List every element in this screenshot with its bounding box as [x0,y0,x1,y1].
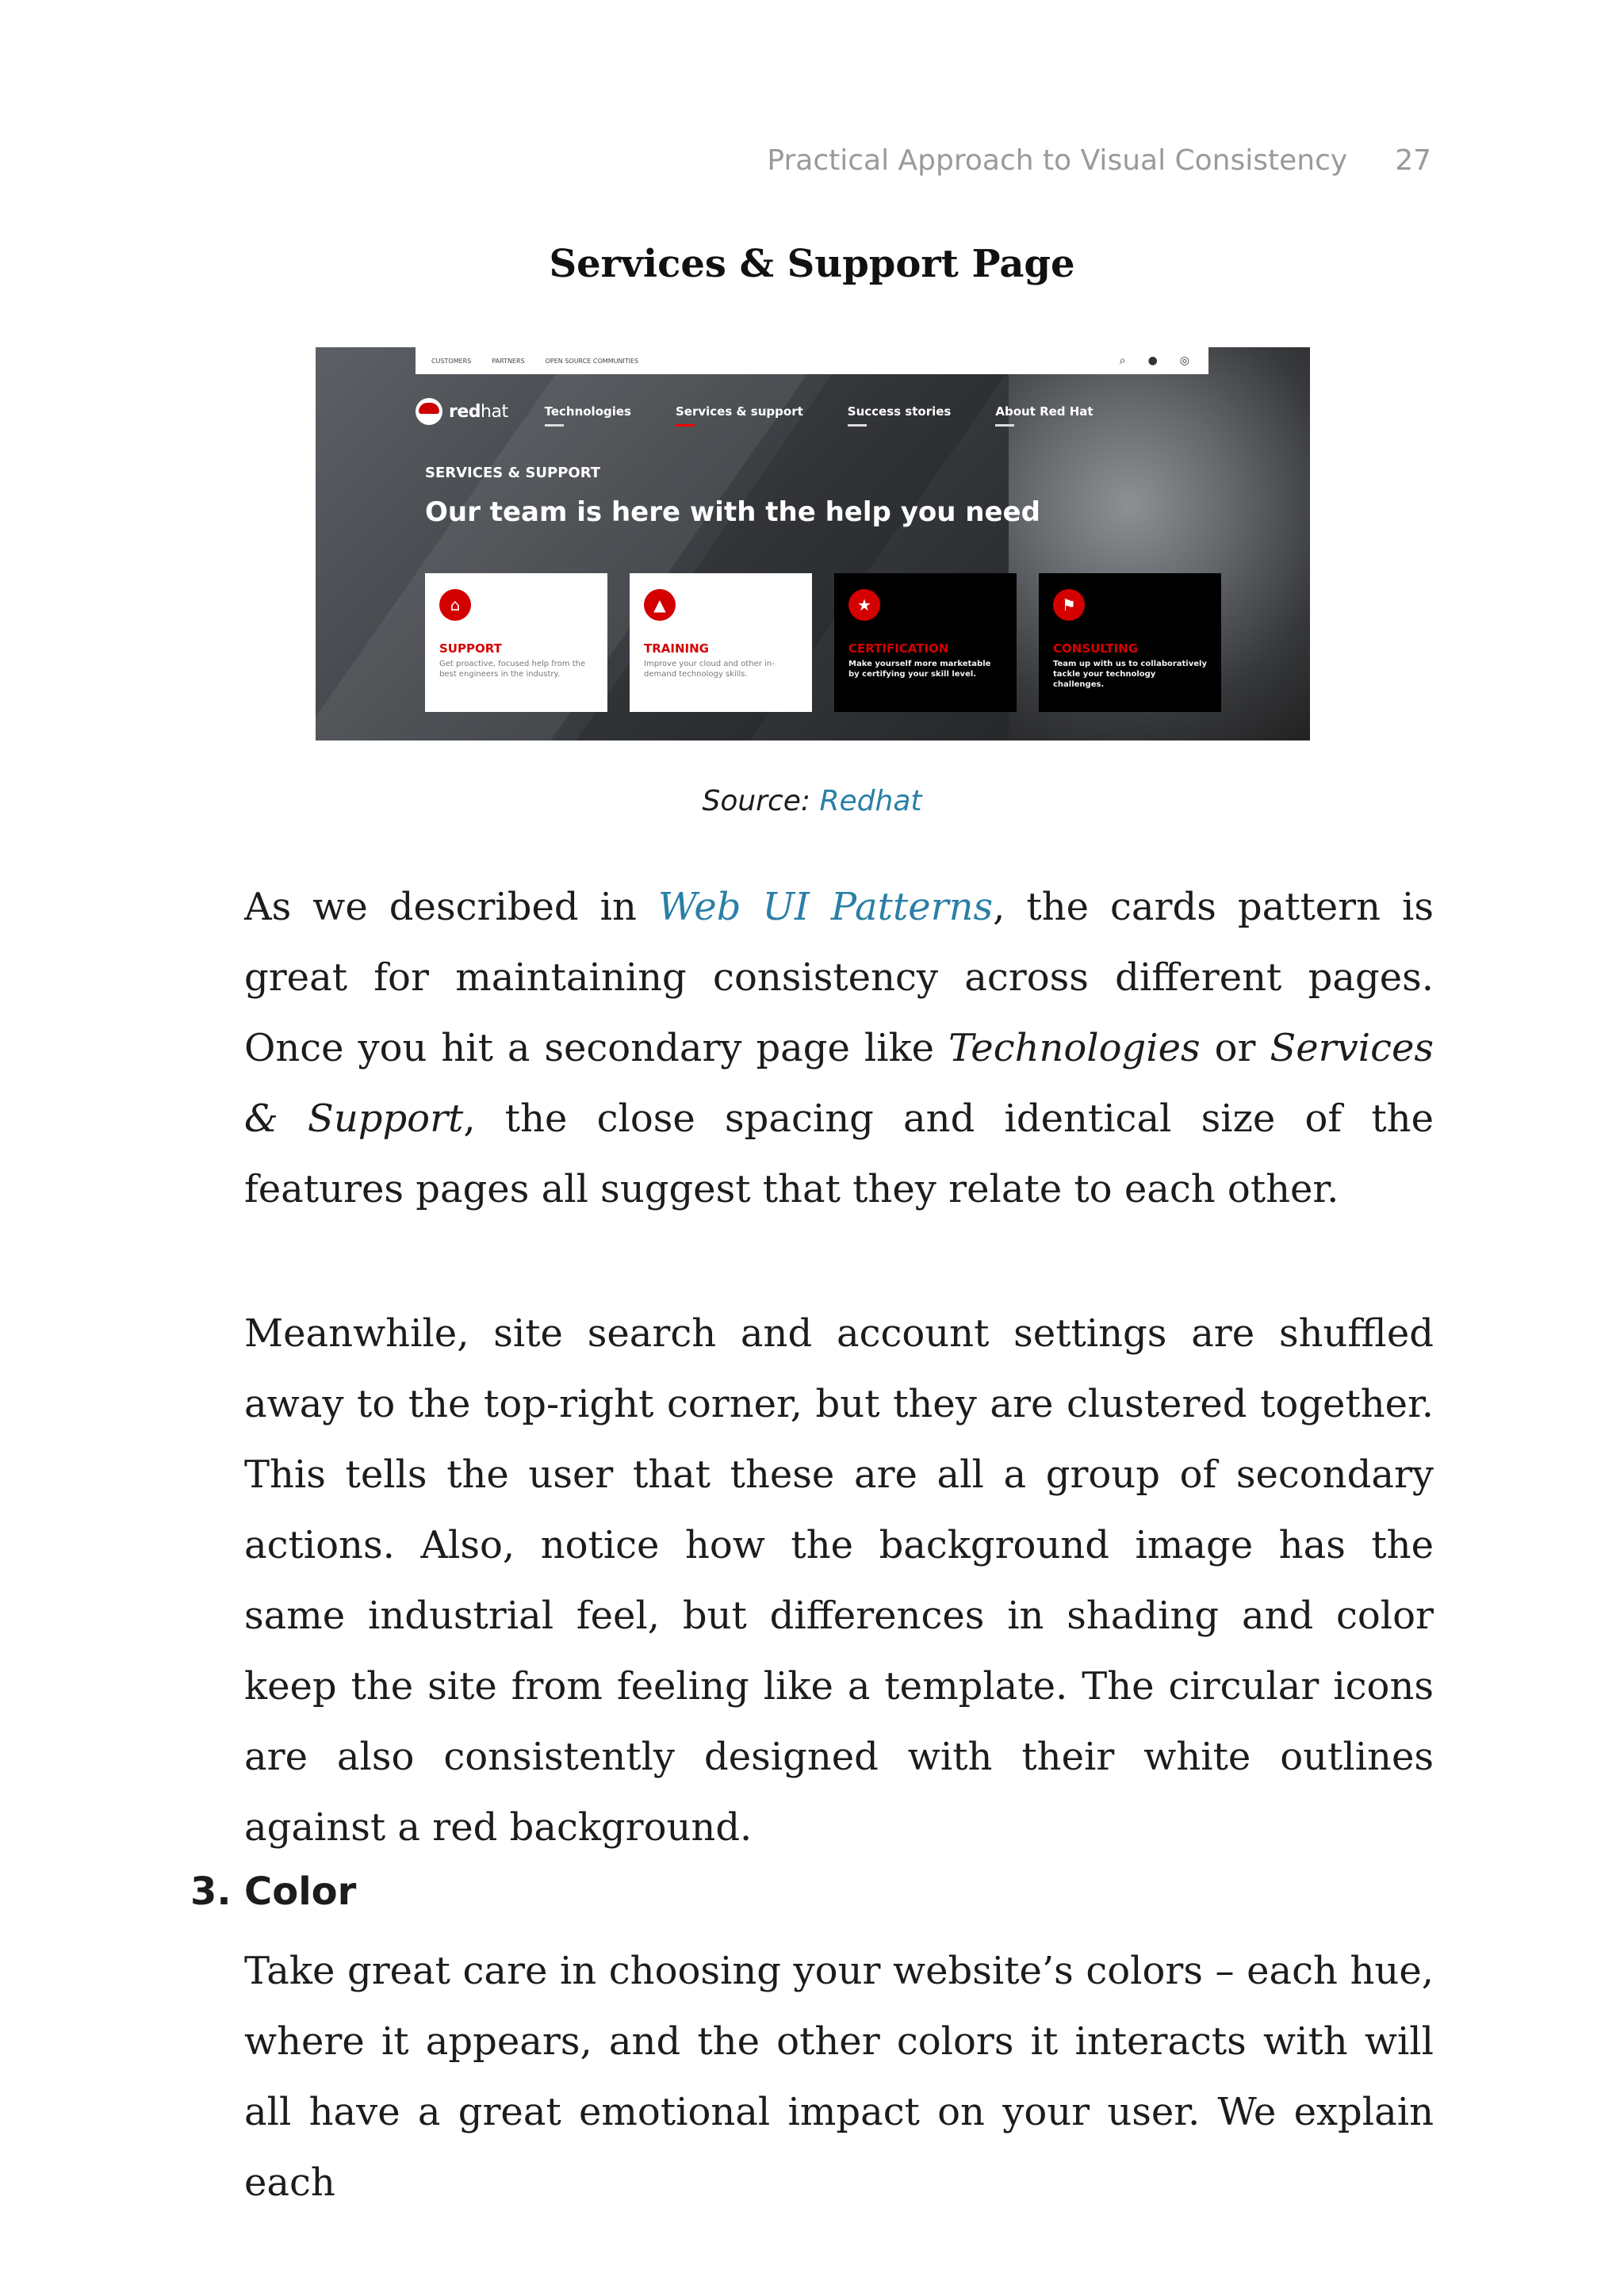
certification-icon: ★ [848,589,880,621]
web-ui-patterns-link[interactable]: Web UI Patterns [657,885,994,929]
logo-text-red: red [449,401,481,422]
card-support [425,573,607,712]
card-description: Make yourself more marketable by certifying your skill level. [848,660,991,679]
util-link-partners: PARTNERS [492,357,525,365]
card-training [630,573,812,712]
website-screenshot [316,347,1310,740]
section-title: Color [244,1869,357,1914]
card-description: Team up with us to collaboratively tackle your technology challenges. [1053,660,1207,689]
section-heading-color [190,1869,356,1914]
nav-item-success: Success stories [848,404,952,419]
support-icon: ⌂ [439,589,471,621]
section-number: 3. [190,1869,232,1914]
consulting-icon: ⚑ [1053,589,1085,621]
card-consulting [1039,573,1221,712]
section-eyebrow: SERVICES & SUPPORT [425,465,601,481]
emphasis-services-support: Services & Support [244,1026,1434,1141]
card-description: Improve your cloud and other in-demand technology skills. [644,660,775,679]
caption-prefix: Source: [702,785,811,817]
card-description: Get proactive, focused help from the best engineers in the industry. [439,660,586,679]
globe-icon: ◎ [1179,354,1189,367]
hero-heading: Our team is here with the help you need [425,496,1040,528]
card-title: CONSULTING [1053,641,1139,656]
nav-item-about: About Red Hat [995,404,1093,419]
body-paragraph-3: Take great care in choosing your website’s colors – each hue, where it appears, and the other colors it interacts with will all have a great emotional impact on your user. We explain each [244,1949,1434,2205]
search-icon: ⌕ [1119,354,1126,367]
nav-item-services: Services & support [676,404,803,419]
training-icon: ▲ [644,589,676,621]
body-paragraph-1: As we described in Web UI Patterns, the cards pattern is great for maintaining consistency across different pages. Once you hit a secondary page like Technologies or Services & Support, the close spacing and identical size of the features pages all suggest that they relate to each other. [244,885,1434,1211]
page-number: 27 [1395,144,1431,177]
logo-text-hat: hat [481,401,508,422]
card-title: CERTIFICATION [848,641,949,656]
nav-item-technologies: Technologies [545,404,631,419]
utility-bar [416,347,1208,374]
feature-cards [425,573,1221,712]
user-icon: ● [1147,354,1158,367]
card-title: SUPPORT [439,641,502,656]
main-nav [416,398,1138,425]
figure-caption [0,785,1624,817]
body-paragraph-2: Meanwhile, site search and account settings are shuffled away to the top-right corner, but they are clustered together. This tells the user that these are all a group of secondary actions. Also, notice how the background image has the same industrial feel, but differences in shading and color keep the site from feeling like a template. The circular icons are also consistently designed with their white outlines against a red background. [244,1311,1434,1850]
util-link-customers: CUSTOMERS [431,357,472,365]
running-title: Practical Approach to Visual Consistency [767,144,1348,177]
figure-title: Services & Support Page [549,242,1075,286]
card-certification [834,573,1017,712]
card-title: TRAINING [644,641,709,656]
redhat-logo-icon [416,398,442,425]
util-link-communities: OPEN SOURCE COMMUNITIES [545,357,639,365]
source-link[interactable]: Redhat [819,785,922,817]
redhat-logo [416,398,508,425]
running-head [767,144,1431,177]
emphasis-technologies: Technologies [948,1026,1201,1070]
